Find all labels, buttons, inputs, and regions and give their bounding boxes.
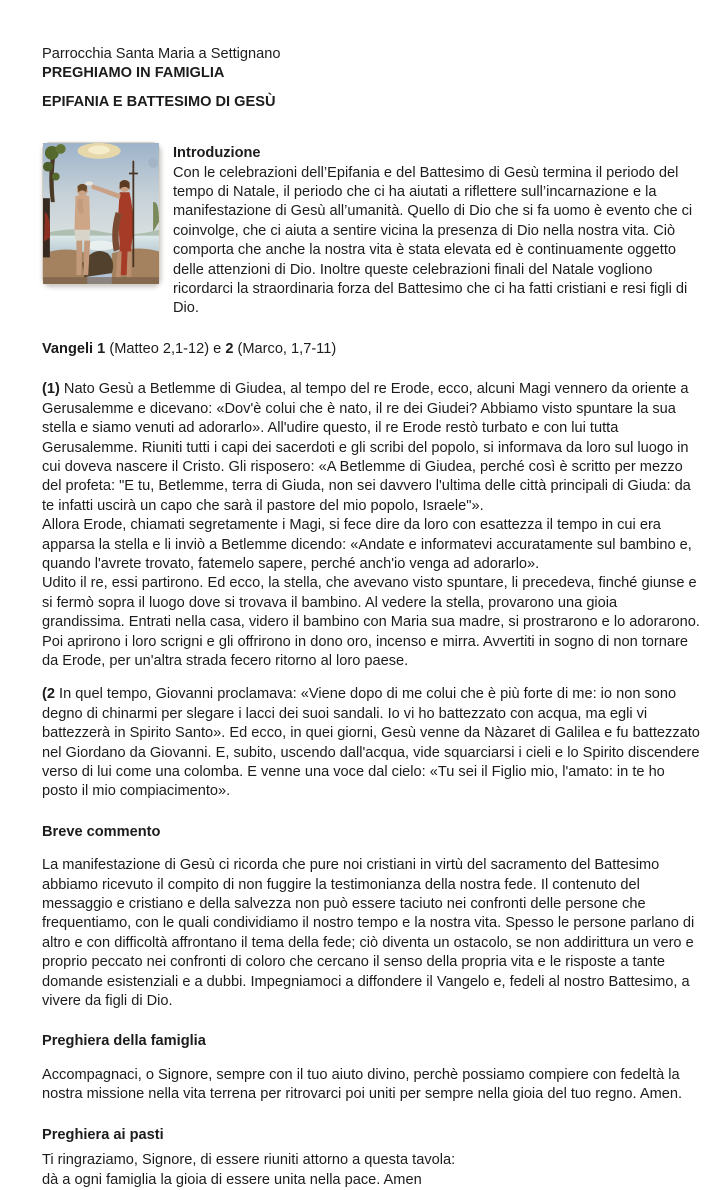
gospel-reading-2 xyxy=(42,685,702,801)
parish-name: Parrocchia Santa Maria a Settignano xyxy=(42,46,281,62)
gospel-1-paragraph-1 xyxy=(42,380,702,516)
baptism-painting-graphic xyxy=(43,143,159,284)
gospels-heading-bold-2: 2 xyxy=(225,340,234,357)
intro-paragraph: Con le celebrazioni dell’Epifania e del Battesimo di Gesù termina il periodo del tempo di Natale, il periodo che ci ha aiutati a riflettere sull’incarnazione e la manifestazione di Gesù all’umanità. Quello di Dio che si fa uomo è evento che ci coinvolge, che ci aiuta a sentire vicina la presenza di Dio nella nostra vita. Ciò comporta che anche la nostra vita è stata elevata ed è continuamente oggetto delle attenzioni di Dio. Inoltre queste celebrazioni finali del Natale vogliono ricordarci la straordinaria forza del Battesimo che ci ha fatti cristiani e resi figli di Dio. xyxy=(173,164,693,317)
gospel-2-label: (2 xyxy=(42,686,55,703)
intro-text-block xyxy=(173,142,702,319)
program-title: PREGHIAMO IN FAMIGLIA xyxy=(42,65,225,82)
family-prayer-heading: Preghiera della famiglia xyxy=(42,1033,206,1050)
intro-section xyxy=(42,142,702,319)
commentary-heading: Breve commento xyxy=(42,823,161,840)
gospels-heading-ref-1: (Matteo 2,1-12) e xyxy=(105,340,226,357)
meal-prayer-heading: Preghiera ai pasti xyxy=(42,1126,164,1143)
intro-heading: Introduzione xyxy=(173,145,261,162)
commentary-paragraph: La manifestazione di Gesù ci ricorda che pure noi cristiani in virtù del sacramento del Battesimo abbiamo ricevuto il compito di non fuggire la testimonianza della nostra fede. Il contenuto del messaggio e cristiano e della salvezza non può essere taciuto nei confronti delle persone che frequentiamo, con le quali condividiamo il nostro tempo e la nostra vita. Spesso le persone parlano di altro e con difficoltà affrontano il tema della fede; ciò diventa un ostacolo, se non addirittura un vero e proprio peccato nei confronti di coloro che cercano il senso della propria vita e le risposte a tante domande esistenziali e a dubbi. Impegniamoci a diffondere il Vangelo e, fedeli al nostro Battesimo, a vivere da figli di Dio. xyxy=(42,857,695,1010)
baptism-painting-image xyxy=(42,142,160,285)
gospels-heading-ref-2: (Marco, 1,7-11) xyxy=(233,340,337,357)
meal-prayer-line-1: Ti ringraziamo, Signore, di essere riuniti attorno a questa tavola: xyxy=(42,1152,456,1169)
gospels-heading xyxy=(42,340,702,359)
gospel-reading-1 xyxy=(42,380,702,671)
gospels-heading-bold-1: Vangeli 1 xyxy=(42,340,106,357)
gospel-1-label: (1) xyxy=(42,381,60,398)
gospel-1-paragraph-3: Udito il re, essi partirono. Ed ecco, la stella, che avevano visto spuntare, li precedeva, finché giunse e si fermò sopra il luogo dove si trovava il bambino. Al vedere la stella, provarono una gioia grandissima. Entrati nella casa, videro il bambino con Maria sua madre, si prostrarono e lo adorarono. Poi aprirono i loro scrigni e gli offrirono in dono oro, incenso e mirra. Avvertiti in sogno di non tornare da Erode, per un'altra strada fecero ritorno al loro paese. xyxy=(42,575,700,669)
gospel-2-text: In quel tempo, Giovanni proclamava: «Viene dopo di me colui che è più forte di me: io non sono degno di chinarmi per slegare i lacci dei suoi sandali. Io vi ho battezzato con acqua, ma egli vi battezzerà in Spirito Santo». Ed ecco, in quei giorni, Gesù venne da Nàzaret di Galilea e fu battezzato nel Giordano da Giovanni. E, subito, uscendo dall'acqua, vide squarciarsi i cieli e lo Spirito discendere verso di lui come una colomba. E venne una voce dal cielo: «Tu sei il Figlio mio, l'amato: in te ho posto il mio compiacimento». xyxy=(42,686,700,800)
gospel-1-text-1: Nato Gesù a Betlemme di Giudea, al tempo del re Erode, ecco, alcuni Magi vennero da oriente a Gerusalemme e dicevano: «Dov'è colui che è nato, il re dei Giudei? Abbiamo visto spuntare la sua stella e siamo venuti ad adorarlo». All'udire questo, il re Erode restò turbato e con lui tutta Gerusalemme. Riuniti tutti i capi dei sacerdoti e gli scribi del popolo, si informava da loro sul luogo in cui doveva nascere il Cristo. Gli risposero: «A Betlemme di Giudea, perché così è scritto per mezzo del profeta: "E tu, Betlemme, terra di Giuda, non sei davvero l'ultima delle città principali di Giuda: da te infatti uscirà un capo che sarà il pastore del mio popolo, Israele"». xyxy=(42,381,691,514)
page-title: EPIFANIA E BATTESIMO DI GESÙ xyxy=(42,93,276,110)
meal-prayer-line-2: dà a ogni famiglia la gioia di essere unita nella pace. Amen xyxy=(42,1171,422,1188)
gospel-1-paragraph-2: Allora Erode, chiamati segretamente i Magi, si fece dire da loro con esattezza il tempo in cui era apparsa la stella e li inviò a Betlemme dicendo: «Andate e informatevi accuratamente sul bambino e, quando l'avrete trovato, fatemelo sapere, perché anch'io venga ad adorarlo». xyxy=(42,517,692,572)
family-prayer-paragraph: Accompagnaci, o Signore, sempre con il tuo aiuto divino, perchè possiamo compiere con fedeltà la nostra missione nella vita terrena per ritrovarci poi uniti per sempre nella gioia del tuo regno. Amen. xyxy=(42,1066,683,1103)
document-header xyxy=(42,45,702,84)
